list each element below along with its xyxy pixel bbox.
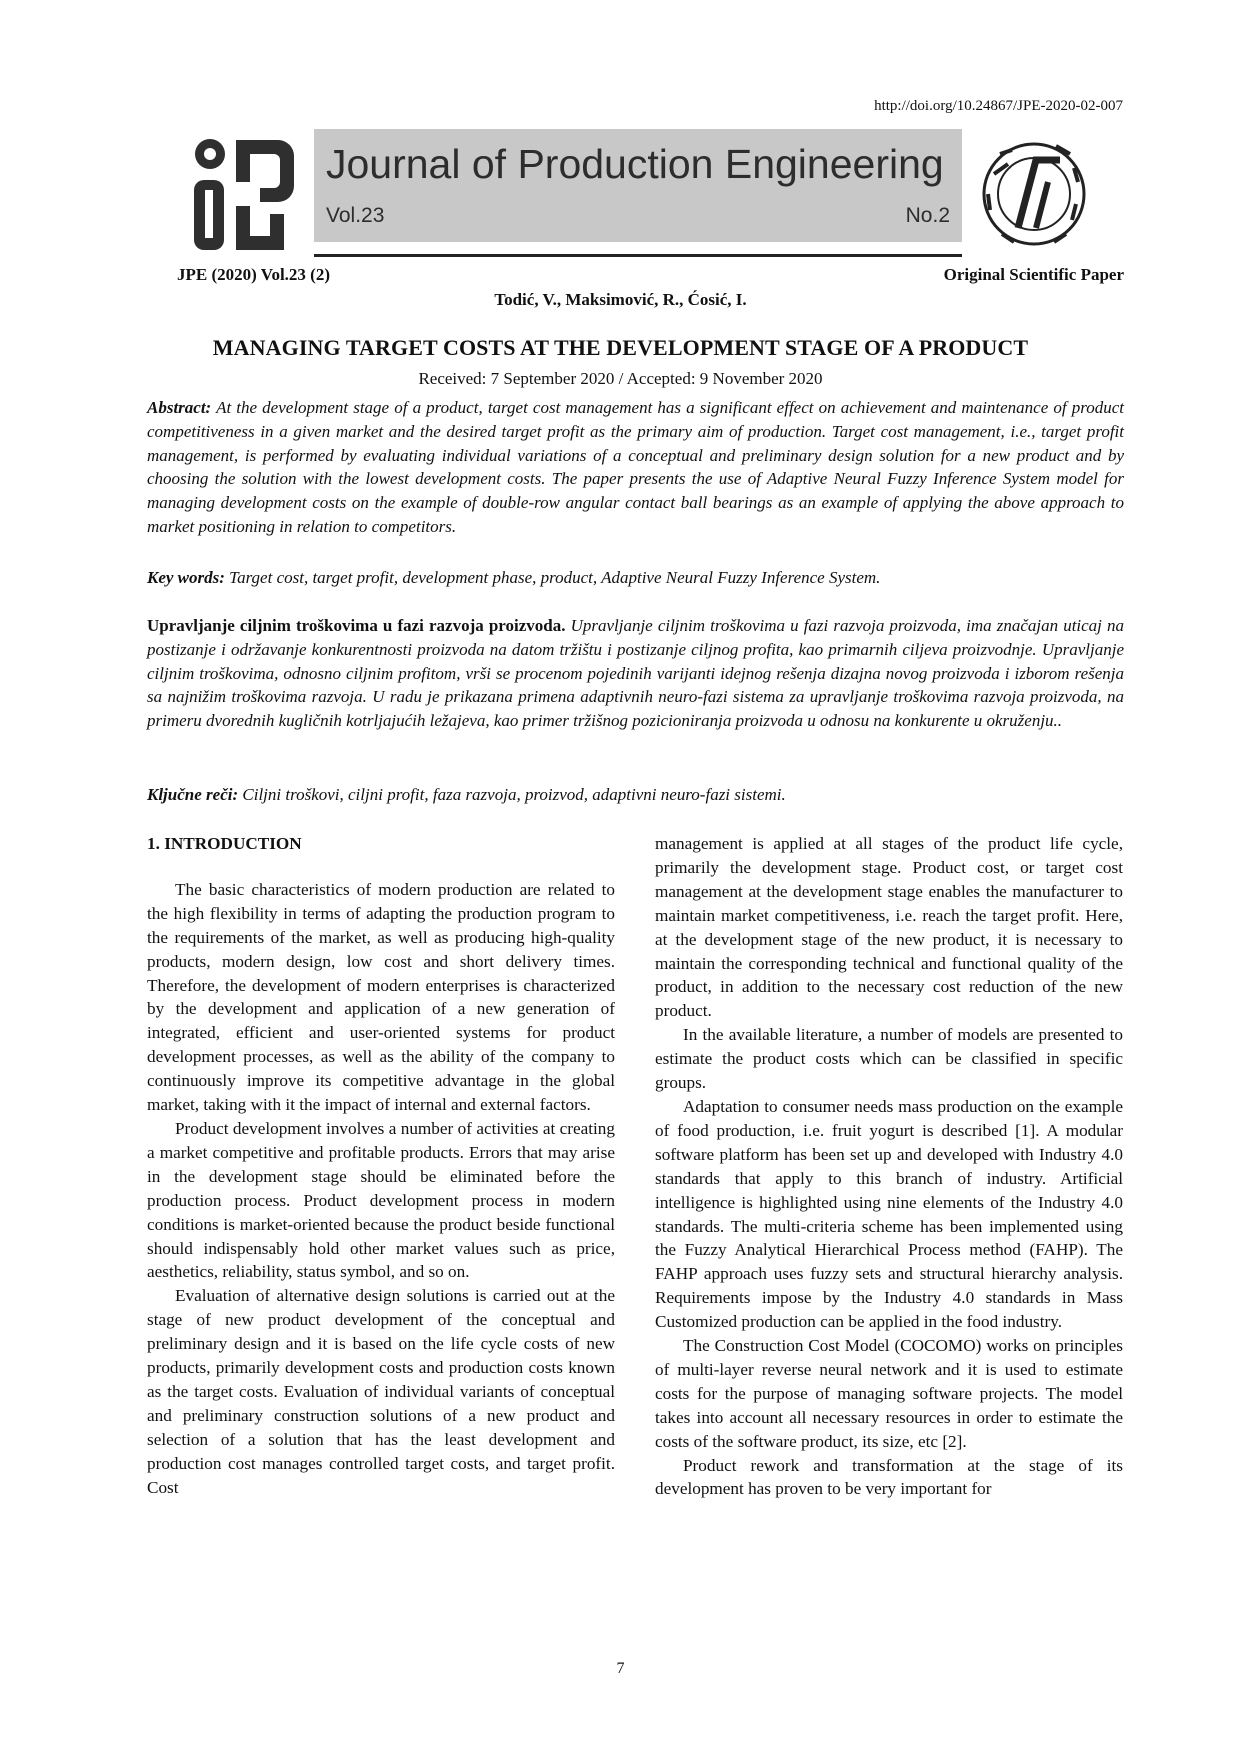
abstract-label: Abstract: xyxy=(147,398,212,417)
abstract-sr-text: Upravljanje ciljnim troškovima u fazi razvoja proizvoda, ima značajan uticaj na postizanje i održavanje konkurentnosti proizvoda na datom tržištu i postizanje ciljnog profita, kao primarnih ciljeva proizvodnje. Upravljanje ciljnim troškovima, odnosno ciljnim profitom, vrši se procenom pojedinih varijanti idejnog rešenja dizajna novog proizvoda i izborom rešenja sa najnižim troškovima razvoja. U radu je prikazana primena adaptivnih neuro-fazi sistema za upravljanje troškovima razvoja proizvoda, na primeru dvorednih kugličnih kotrljajućih ležajeva, kao primer tržišnog pozicioniranja proizvoda u odnosu na konkurente u okruženju.. xyxy=(147,616,1124,731)
paper-type: Original Scientific Paper xyxy=(943,265,1124,284)
paper-title: MANAGING TARGET COSTS AT THE DEVELOPMENT STAGE OF A PRODUCT xyxy=(212,335,1029,360)
journal-banner xyxy=(314,129,962,242)
paragraph: The basic characteristics of modern production are related to the high flexibility in terms of adapting the production program to the requirements of the market, as well as producing high-quality products, modern design, low cost and short delivery times. Therefore, the development of modern enterprises is characterized by the development and application of a new generation of integrated, efficient and user-oriented systems for product development processes, as well as the ability of the company to continuously improve its competitive advantage in the global market, taking with it the impact of internal and external factors. xyxy=(147,879,615,1115)
received-dates: Received: 7 September 2020 / Accepted: 9 November 2020 xyxy=(418,369,823,388)
abstract-sr xyxy=(147,614,1124,733)
keywords-sr-text: Ciljni troškovi, ciljni profit, faza razvoja, proizvod, adaptivni neuro-fazi sistemi. xyxy=(242,785,786,804)
paragraph: The Construction Cost Model (COCOMO) works on principles of multi-layer reverse neural network and it is used to estimate costs for the purpose of managing software projects. The model takes into account all necessary resources in order to estimate the costs of the software product, its size, etc [2]. xyxy=(655,1336,1123,1451)
doi-link[interactable]: http://doi.org/10.24867/JPE-2020-02-007 xyxy=(874,98,1123,114)
paragraph: Adaptation to consumer needs mass production on the example of food production, i.e. fruit yogurt is described [1]. A modular software platform has been set up and developed with Industry 4.0 standards that apply to this branch of industry. Artificial intelligence is highlighted using nine elements of the Industry 4.0 standards. The multi-criteria scheme has been implemented using the Fuzzy Analytical Hierarchical Process method (FAHP). The FAHP approach uses fuzzy sets and structural hierarchy analysis. Requirements impose by the Industry 4.0 standards in Mass Customized production can be applied in the food industry. xyxy=(655,1096,1123,1332)
journal-volume: Vol.23 xyxy=(326,204,385,227)
body-column-right xyxy=(655,832,1123,1501)
journal-reference: JPE (2020) Vol.23 (2) xyxy=(177,265,330,284)
body-column-left xyxy=(147,832,615,1499)
banner-underline xyxy=(314,254,962,257)
section-heading: 1. INTRODUCTION xyxy=(147,834,302,853)
paragraph: Product rework and transformation at the stage of its development has proven to be very important for xyxy=(655,1455,1123,1499)
keywords-sr xyxy=(147,783,1124,807)
keywords-sr-label: Ključne reči: xyxy=(147,785,239,804)
abstract-text: At the development stage of a product, target cost management has a significant effect on achievement and maintenance of product competitiveness in a given market and the desired target profit as the primary aim of production. Target cost management, i.e., target profit management, is performed by evaluating individual variations of a conceptual and preliminary design solution for a new product and by choosing the solution with the lowest development costs. The paper presents the use of Adaptive Neural Fuzzy Inference System model for managing development costs on the example of double-row angular contact ball bearings as an example of applying the above approach to market positioning in relation to competitors. xyxy=(147,398,1124,536)
journal-number: No.2 xyxy=(905,204,950,227)
paragraph: Product development involves a number of activities at creating a market competitive and profitable products. Errors that may arise in the development stage should be eliminated before the production process. Product development process in modern conditions is market-oriented because the product beside functional should indispensably hold other market values such as price, aesthetics, reliability, status symbol, and so on. xyxy=(147,1118,615,1282)
keywords-en xyxy=(147,566,1124,590)
paragraph: management is applied at all stages of the product life cycle, primarily the development stage. Product cost, or target cost management at the development stage enables the manufacturer to maintain market competitiveness, i.e. reach the target profit. Here, at the development stage of the new product, it is necessary to maintain the corresponding technical and functional quality of the product, in addition to the necessary cost reduction of the new product. xyxy=(655,834,1123,1021)
abstract-sr-title: Upravljanje ciljnim troškovima u fazi razvoja proizvoda. xyxy=(147,616,566,635)
jpe-logo-icon xyxy=(186,136,296,256)
journal-title: Journal of Production Engineering xyxy=(326,141,944,187)
keywords-text: Target cost, target profit, development phase, product, Adaptive Neural Fuzzy Inference System. xyxy=(229,568,881,587)
page-number: 7 xyxy=(616,1660,625,1677)
abstract-en xyxy=(147,396,1124,539)
faculty-seal-icon xyxy=(978,124,1090,259)
paragraph: In the available literature, a number of models are presented to estimate the product costs which can be classified in specific groups. xyxy=(655,1025,1123,1093)
paragraph: Evaluation of alternative design solutions is carried out at the stage of new product development of the conceptual and preliminary design and it is based on the life cycle costs of new products, primarily development costs and production costs known as the target costs. Evaluation of individual variants of conceptual and preliminary construction solutions of a new product and selection of a solution that has the least development and production cost manages controlled target costs, and target profit. Cost xyxy=(147,1286,615,1497)
authors: Todić, V., Maksimović, R., Ćosić, I. xyxy=(494,290,747,309)
journal-masthead xyxy=(186,124,1082,262)
keywords-label: Key words: xyxy=(147,568,225,587)
